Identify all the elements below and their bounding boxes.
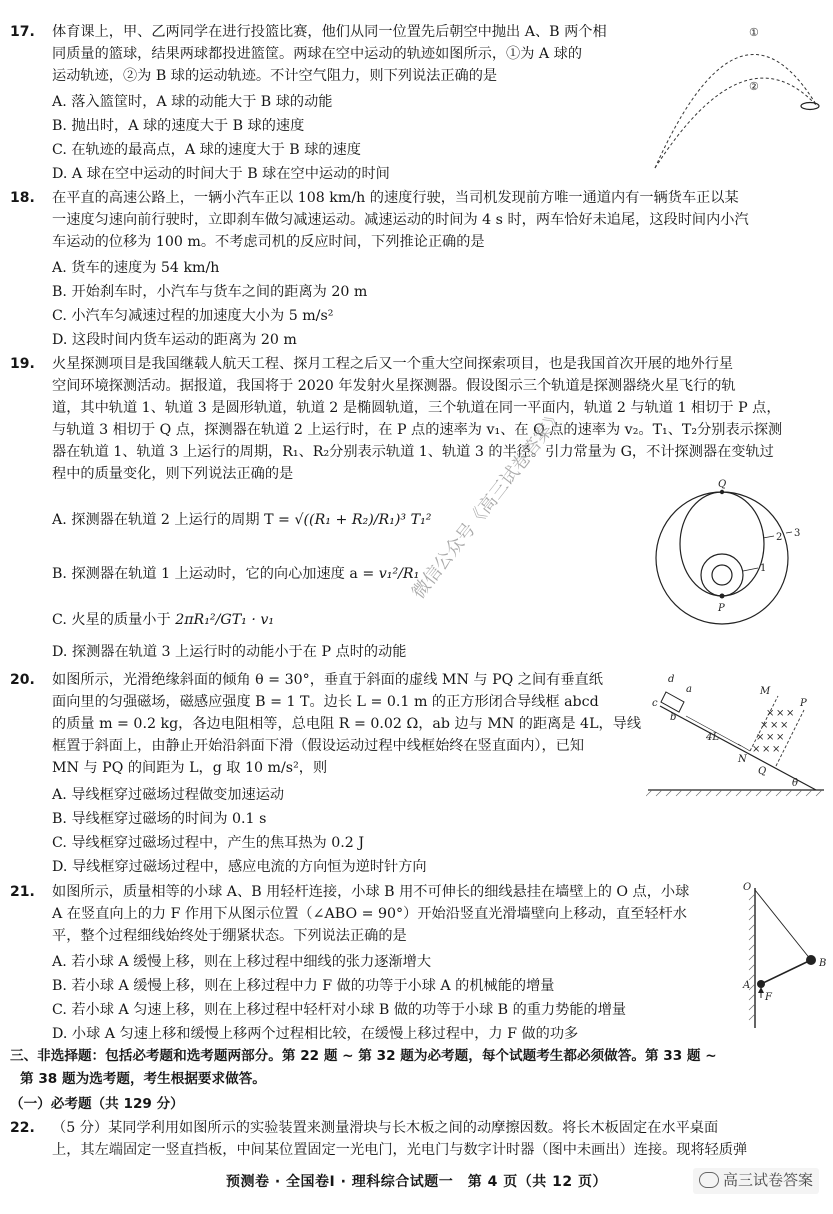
wechat-watermark <box>693 1168 819 1194</box>
svg-text:×: × <box>776 732 785 743</box>
question-number: 22. <box>10 1120 35 1136</box>
option-b: B. 若小球 A 缓慢上移，则在上移过程中力 F 做的功等于小球 A 的机械能的增量 <box>52 978 555 994</box>
svg-text:×: × <box>776 708 785 719</box>
option-d: D. 小球 A 匀速上移和缓慢上移两个过程相比较，在缓慢上移过程中，力 F 做的功多 <box>52 1026 579 1042</box>
corner-label: d <box>668 674 675 685</box>
option-d: D. 这段时间内货车运动的距离为 20 m <box>52 332 297 348</box>
stem-line: 火星探测项目是我国继载人航天工程、探月工程之后又一个重大空间探索项目，也是我国首次开展的地外行星 <box>52 356 734 372</box>
formula: 2πR₁²/GT₁ · v₁ <box>175 612 275 628</box>
stem-line: 器在轨道 1、轨道 3 上运行的周期，R₁、R₂分别表示轨道 1、轨道 3 的半径。引力常量为 G，不计探测器在变轨过 <box>52 443 774 460</box>
option-a: A. 若小球 A 缓慢上移，则在上移过程中细线的张力逐渐增大 <box>52 954 432 970</box>
stem-line: MN 与 PQ 的间距为 L，g 取 10 m/s²，则 <box>52 759 328 776</box>
question-stem <box>52 188 749 254</box>
stem-line: 面向里的匀强磁场，磁感应强度 B = 1 T。边长 L = 0.1 m 的正方形闭合导线框 abcd <box>52 693 599 710</box>
stem-line: 与轨道 3 相切于 Q 点，探测器在轨道 2 上运行时，在 P 点的速率为 v₁、在 Q 点的速率为 v₂。T₁、T₂分别表示探测 <box>52 421 783 438</box>
question-number: 21. <box>10 884 35 900</box>
option-c: C. 小汽车匀减速过程的加速度大小为 5 m/s² <box>52 308 334 324</box>
option-a <box>52 510 431 532</box>
question-stem <box>52 670 641 780</box>
distance-label: 4L <box>706 732 720 743</box>
stem-line: 平，整个过程细线始终处于绷紧状态。下列说法正确的是 <box>52 927 407 944</box>
question-number: 18. <box>10 190 35 206</box>
option-b: B. 抛出时，A 球的速度大于 B 球的速度 <box>52 118 305 134</box>
option-d: D. 探测器在轨道 3 上运行时的动能小于在 P 点时的动能 <box>52 644 407 660</box>
stem-line: 在平直的高速公路上，一辆小汽车正以 108 km/h 的速度行驶，当司机发现前方唯一通道内有一辆货车正以某 <box>52 190 739 206</box>
option-c: C. 若小球 A 匀速上移，则在上移过程中轻杆对小球 B 做的功等于小球 B 的重力势能的增量 <box>52 1002 627 1018</box>
stem-line: 框置于斜面上，由静止开始沿斜面下滑（假设运动过程中线框始终在竖直面内），已知 <box>52 737 585 754</box>
stem-line: 运动轨迹，②为 B 球的运动轨迹。不计空气阻力，则下列说法正确的是 <box>52 67 498 84</box>
orbit-label: 1 <box>760 563 767 574</box>
option-text: B. 探测器在轨道 1 上运动时，它的向心加速度 a = <box>52 566 375 582</box>
curve-label: ① <box>749 26 759 39</box>
option-text: A. 探测器在轨道 2 上运行的周期 T = <box>52 512 290 528</box>
required-title: （一）必考题（共 129 分） <box>10 1096 184 1112</box>
watermark-text: 高三试卷答案 <box>722 1171 813 1189</box>
option-a: A. 货车的速度为 54 km/h <box>52 260 220 276</box>
question-number: 17. <box>10 24 35 40</box>
orbit-figure <box>650 478 825 636</box>
line-label: P <box>800 698 807 709</box>
section-line: 第 38 题为选考题，考生根据要求做答。 <box>20 1071 266 1087</box>
option-b: B. 导线框穿过磁场的时间为 0.1 s <box>52 811 267 827</box>
svg-text:×: × <box>756 732 765 743</box>
stem-line: A 在竖直向上的力 F 作用下从图示位置（∠ABO = 90°）开始沿竖直光滑墙壁向上移动，直至轻杆水 <box>52 905 687 922</box>
section-line: 三、非选择题：包括必考题和选考题两部分。第 22 题 ~ 第 32 题为必考题，每个试题考生都必须做答。第 33 题 ~ <box>10 1048 717 1064</box>
orbit-label: 2 <box>776 532 783 543</box>
option-a: A. 导线框穿过磁场过程做变加速运动 <box>52 787 285 803</box>
trajectory-figure <box>645 18 825 186</box>
svg-text:×: × <box>786 708 795 719</box>
question-number: 19. <box>10 356 35 372</box>
option-c: C. 导线框穿过磁场过程中，产生的焦耳热为 0.2 J <box>52 835 365 851</box>
corner-label: b <box>670 712 677 723</box>
corner-label: c <box>652 698 658 709</box>
svg-text:×: × <box>766 732 775 743</box>
option-a: A. 落入篮筐时，A 球的动能大于 B 球的动能 <box>52 94 333 110</box>
question-stem <box>52 354 782 485</box>
option-text: C. 火星的质量小于 <box>52 612 171 628</box>
stem-line: 体育课上，甲、乙两同学在进行投篮比赛，他们从同一位置先后朝空中抛出 A、B 两个相 <box>52 24 607 40</box>
point-label: Q <box>718 479 727 490</box>
stem-line: 一速度匀速向前行驶时，立即刹车做匀减速运动。减速运动的时间为 4 s 时，两车恰好未追尾，这段时间内小汽 <box>52 211 749 228</box>
point-label: O <box>743 882 752 893</box>
incline-figure <box>646 670 826 808</box>
svg-text:×: × <box>762 744 771 755</box>
question-stem <box>52 22 607 88</box>
option-b: B. 开始刹车时，小汽车与货车之间的距离为 20 m <box>52 284 368 300</box>
orbit-label: 3 <box>794 528 801 539</box>
question-stem <box>52 882 689 948</box>
point-label: A <box>743 980 751 991</box>
point-label: B <box>819 958 827 969</box>
svg-text:×: × <box>752 744 761 755</box>
stem-line: （5 分）某同学利用如图所示的实验装置来测量滑块与长木板之间的动摩擦因数。将长木板固定在水平桌面 <box>52 1120 719 1136</box>
svg-text:×: × <box>772 744 781 755</box>
option-d: D. 导线框穿过磁场过程中，感应电流的方向恒为逆时针方向 <box>52 859 427 875</box>
corner-label: a <box>686 684 692 695</box>
stem-line: 如图所示，质量相等的小球 A、B 用轻杆连接，小球 B 用不可伸长的细线悬挂在墙壁上的 O 点，小球 <box>52 884 690 900</box>
option-c <box>52 610 274 632</box>
point-label: P <box>718 603 725 614</box>
wechat-icon <box>699 1172 719 1188</box>
option-c: C. 在轨迹的最高点，A 球的速度大于 B 球的速度 <box>52 142 361 158</box>
stem-line: 上，其左端固定一竖直挡板，中间某位置固定一光电门，光电门与数字计时器（图中未画出）连接。现将轻质弹 <box>52 1141 748 1158</box>
question-number: 20. <box>10 672 35 688</box>
svg-text:×: × <box>780 720 789 731</box>
stem-line: 同质量的篮球，结果两球都投进篮筐。两球在空中运动的轨迹如图所示，①为 A 球的 <box>52 45 583 62</box>
formula: v₁²/R₁ <box>378 566 420 582</box>
stem-line: 如图所示，光滑绝缘斜面的倾角 θ = 30°，垂直于斜面的虚线 MN 与 PQ 之间有垂直纸 <box>52 672 603 688</box>
stem-line: 道，其中轨道 1、轨道 3 是圆形轨道，轨道 2 是椭圆轨道，三个轨道在同一平面内，轨道 2 与轨道 1 相切于 P 点， <box>52 399 781 416</box>
diagonal-watermark: 微信公众号《高三试卷答案》 <box>408 405 569 603</box>
stem-line: 的质量 m = 0.2 kg，各边电阻相等，总电阻 R = 0.02 Ω，ab 边与 MN 的距离是 4L，导线 <box>52 715 642 732</box>
svg-text:×: × <box>770 720 779 731</box>
force-label: F <box>765 992 772 1003</box>
stem-line: 程中的质量变化，则下列说法正确的是 <box>52 465 294 482</box>
line-label: M <box>760 686 771 697</box>
curve-label: ② <box>749 80 759 93</box>
stem-line: 空间环境探测活动。据报道，我国将于 2020 年发射火星探测器。假设图示三个轨道是探测器绕火星飞行的轨 <box>52 377 736 394</box>
page-footer: 预测卷 · 全国卷Ⅰ · 理科综合试题一 第 4 页（共 12 页） <box>225 1174 608 1190</box>
formula: √((R₁ + R₂)/R₁)³ T₁² <box>294 512 432 528</box>
line-label: Q <box>758 766 767 777</box>
svg-text:×: × <box>760 720 769 731</box>
question-stem <box>52 1118 747 1162</box>
wall-figure <box>735 880 830 1038</box>
option-b <box>52 564 419 586</box>
option-d: D. A 球在空中运动的时间大于 B 球在空中运动的时间 <box>52 166 390 182</box>
svg-text:×: × <box>766 708 775 719</box>
stem-line: 车运动的位移为 100 m。不考虑司机的反应时间，下列推论正确的是 <box>52 233 485 250</box>
line-label: N <box>738 754 747 765</box>
angle-label: θ <box>792 778 799 789</box>
